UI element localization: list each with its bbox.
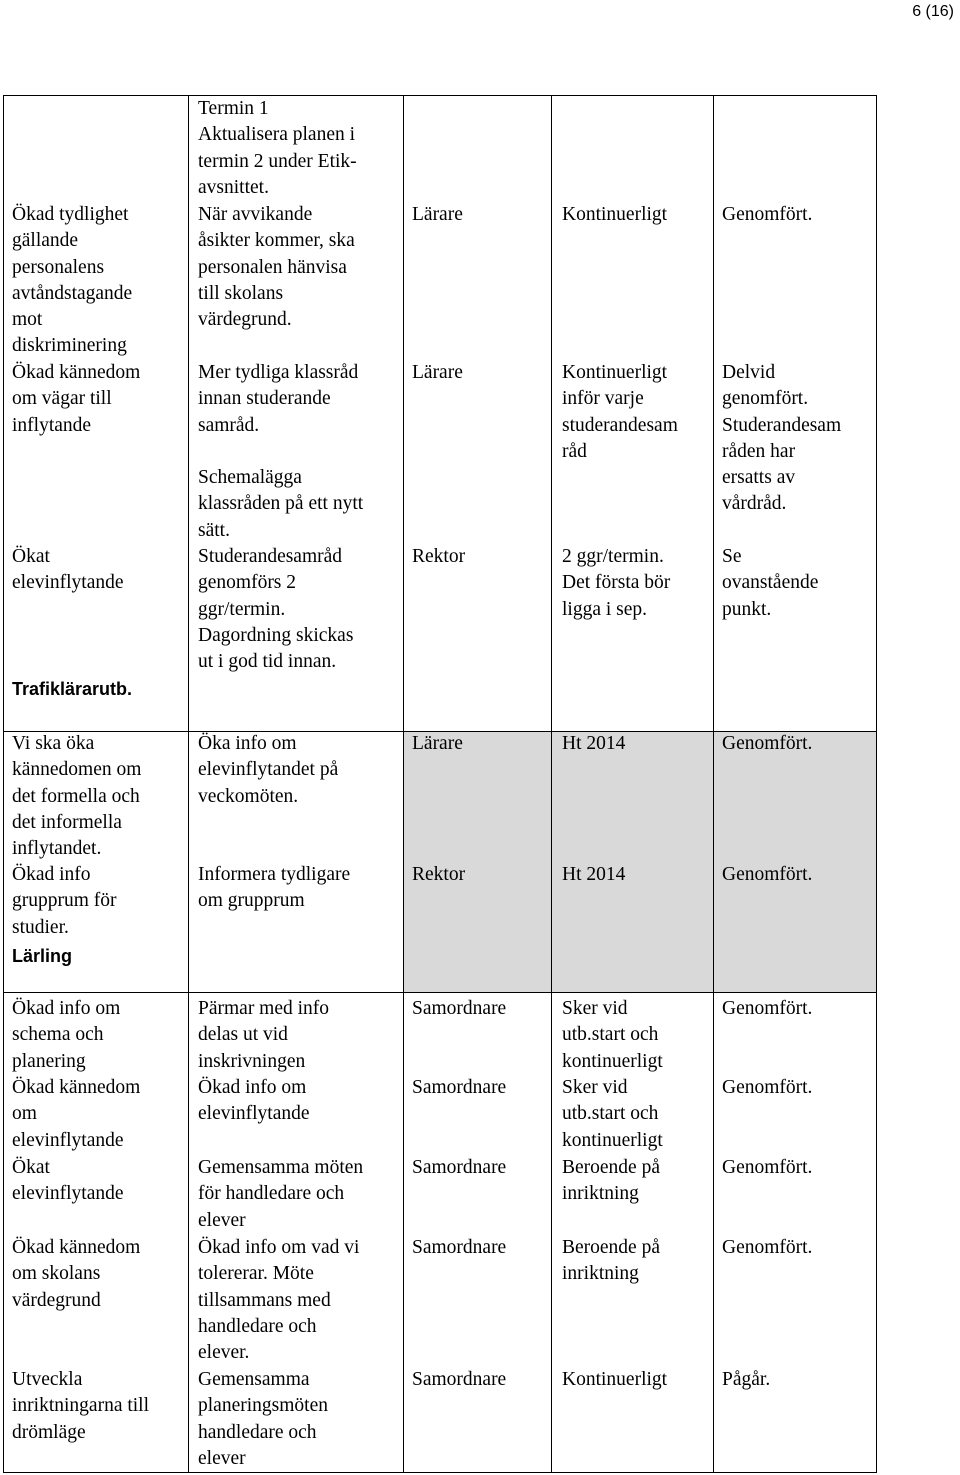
row3-responsible-4: Samordnare [412,1237,507,1258]
row1-when-3: 2 ggr/termin. Det första bör ligga i sep. [562,546,671,620]
row2-goal-1: Vi ska öka kännedomen om det formella och det informella inflytandet. [12,733,142,860]
row3-when-1: Sker vid utb.start och kontinuerligt [562,998,663,1072]
row3-status-3: Genomfört. [722,1157,813,1178]
row2-responsible-2: Rektor [412,864,466,885]
row3-action-1: Pärmar med info delas ut vid inskrivningen [198,998,330,1072]
row3-when-5: Kontinuerligt [562,1369,668,1390]
row1-responsible-cell [403,95,552,732]
row3-status-5: Pågår. [722,1369,771,1390]
row1-goal-2: Ökad kännedom om vägar till inflytande [12,362,141,436]
row2-responsible-1: Lärare [412,733,463,754]
row1-action-3: Mer tydliga klassråd innan studerande samråd. [198,362,359,436]
row1-goal-3: Ökat elevinflytande [12,546,124,594]
row3-goal-4: Ökad kännedom om skolans värdegrund [12,1237,141,1311]
row2-action-1: Öka info om elevinflytandet på veckomöten. [198,733,339,807]
row1-when-1: Kontinuerligt [562,204,668,225]
row1-program-label: Trafiklärarutb. [12,679,133,699]
row2-goal-2: Ökad info grupprum för studier. [12,864,117,938]
row1-when-2: Kontinuerligt inför varje studerandesam råd [562,362,678,462]
row1-action-2: När avvikande åsikter kommer, ska personalen hänvisa till skolans värdegrund. [198,204,355,331]
row3-goal-5: Utveckla inriktningarna till drömläge [12,1369,150,1443]
row3-action-2: Ökad info om elevinflytande [198,1077,310,1125]
row3-responsible-3: Samordnare [412,1157,507,1178]
row1-status-1: Genomfört. [722,204,813,225]
row3-when-2: Sker vid utb.start och kontinuerligt [562,1077,663,1151]
row3-goal-2: Ökad kännedom om elevinflytande [12,1077,141,1151]
row2-status-1: Genomfört. [722,733,813,754]
row1-status-3: Se ovanstående punkt. [722,546,819,620]
row3-status-1: Genomfört. [722,998,813,1019]
row3-action-3: Gemensamma möten för handledare och elever [198,1157,364,1231]
row3-when-4: Beroende på inriktning [562,1237,660,1285]
row3-responsible-5: Samordnare [412,1369,507,1390]
row3-when-3: Beroende på inriktning [562,1157,660,1205]
row2-action-2: Informera tydligare om grupprum [198,864,351,912]
row3-responsible-2: Samordnare [412,1077,507,1098]
row3-goal-1: Ökad info om schema och planering [12,998,121,1072]
row1-goal-1: Ökad tydlighet gällande personalens avtåndstagande mot diskriminering [12,204,133,357]
row1-status-2: Delvid genomfört. Studerandesam råden har ersatts av vårdråd. [722,362,842,515]
row1-action-4: Schemalägga klassråden på ett nytt sätt. [198,467,364,541]
row3-responsible-cell [403,992,552,1473]
row3-goal-3: Ökat elevinflytande [12,1157,124,1205]
row2-when-1: Ht 2014 [562,733,626,754]
row1-responsible-2: Lärare [412,362,463,383]
row1-action-1: Termin 1 Aktualisera planen i termin 2 under Etik- avsnittet. [198,98,357,198]
row2-status-2: Genomfört. [722,864,813,885]
row1-responsible-3: Rektor [412,546,466,567]
row3-status-2: Genomfört. [722,1077,813,1098]
page-number: 6 (16) [912,3,954,20]
row2-program-label: Lärling [12,946,73,966]
row2-when-2: Ht 2014 [562,864,626,885]
row1-responsible-1: Lärare [412,204,463,225]
row3-responsible-1: Samordnare [412,998,507,1019]
row1-action-5: Studerandesamråd genomförs 2 ggr/termin. Dagordning skickas ut i god tid innan. [198,546,354,673]
row3-action-4: Ökad info om vad vi tolererar. Möte tillsammans med handledare och elever. [198,1237,360,1364]
row3-status-cell [713,992,877,1473]
row3-status-4: Genomfört. [722,1237,813,1258]
row3-action-5: Gemensamma planeringsmöten handledare och elever [198,1369,328,1469]
